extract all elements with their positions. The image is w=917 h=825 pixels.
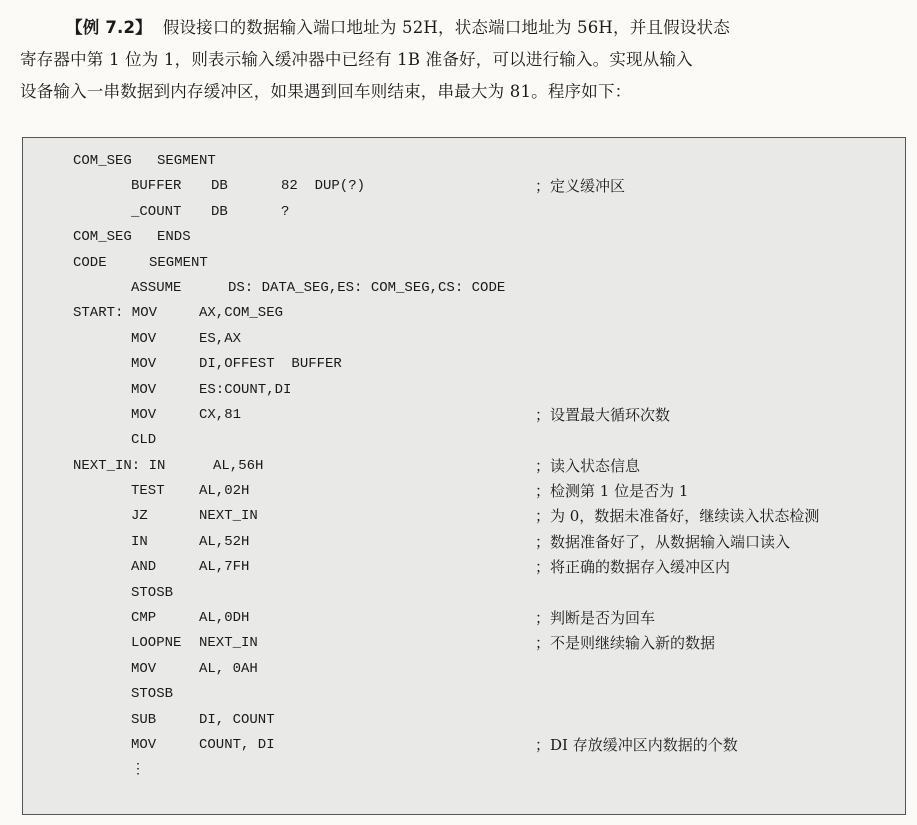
intro-line-1-text: 假设接口的数据输入端口地址为 52H，状态端口地址为 56H，并且假设状态	[162, 18, 730, 37]
code-mnemonic: STOSB	[131, 686, 174, 703]
code-line	[23, 504, 905, 529]
code-operand: DB	[211, 203, 228, 220]
intro-line-2: 寄存器中第 1 位为 1，则表示输入缓冲器中已经有 1B 准备好，可以进行输入。实现从输入	[20, 50, 693, 69]
code-label: COM_SEG	[73, 229, 132, 246]
code-operand: AX,COM_SEG	[199, 305, 284, 322]
code-line	[23, 657, 905, 682]
example-label: 【例 7.2】	[66, 18, 152, 37]
code-line	[23, 708, 905, 733]
code-label: START: MOV	[73, 305, 158, 322]
code-operand: NEXT_IN	[199, 635, 258, 652]
code-line	[23, 327, 905, 352]
code-line	[23, 301, 905, 326]
code-comment: ；读入状态信息	[535, 456, 641, 475]
code-mnemonic: STOSB	[131, 584, 174, 601]
code-line	[23, 403, 905, 428]
code-operand: AL, 0AH	[199, 660, 258, 677]
code-line	[23, 682, 905, 707]
code-comment: ；DI 存放缓冲区内数据的个数	[535, 735, 738, 754]
code-mnemonic: MOV	[131, 736, 157, 753]
code-line	[23, 378, 905, 403]
code-operand: ES:COUNT,DI	[199, 381, 292, 398]
code-operand: DB	[211, 178, 228, 195]
code-line	[23, 479, 905, 504]
code-operand: AL,0DH	[199, 610, 250, 627]
code-mnemonic: CMP	[131, 610, 157, 627]
code-operand: NEXT_IN	[199, 508, 258, 525]
code-line	[23, 149, 905, 174]
code-label: COM_SEG	[73, 153, 132, 169]
code-comment: ；将正确的数据存入缓冲区内	[535, 558, 731, 577]
code-mnemonic: BUFFER	[131, 178, 182, 195]
code-mnemonic: ⋮	[131, 762, 145, 779]
code-line	[23, 758, 905, 783]
code-line	[23, 276, 905, 301]
code-mnemonic: MOV	[131, 356, 157, 373]
code-mnemonic: _COUNT	[131, 203, 182, 220]
code-operand: AL,56H	[213, 457, 264, 474]
intro-line-1	[20, 12, 905, 44]
code-operand: CX,81	[199, 406, 242, 423]
code-listing-box	[22, 137, 906, 815]
code-operand: AL,02H	[199, 483, 250, 500]
code-comment: ；不是则继续输入新的数据	[535, 634, 716, 653]
code-mnemonic: ASSUME	[131, 279, 182, 296]
code-operand: AL,52H	[199, 533, 250, 550]
code-mnemonic: CLD	[131, 432, 157, 449]
code-operand: AL,7FH	[199, 559, 250, 576]
code-line	[23, 454, 905, 479]
code-mnemonic: MOV	[131, 660, 157, 677]
code-line	[23, 225, 905, 250]
code-mnemonic: MOV	[131, 330, 157, 347]
code-operand-value: 82 DUP(?)	[281, 178, 366, 195]
code-line	[23, 733, 905, 758]
code-directive: ENDS	[157, 229, 191, 246]
code-operand-value: ?	[281, 203, 290, 220]
code-comment: ；设置最大循环次数	[535, 405, 671, 424]
code-line	[23, 581, 905, 606]
code-mnemonic: AND	[131, 559, 157, 576]
code-operand: DS: DATA_SEG,ES: COM_SEG,CS: CODE	[228, 279, 506, 296]
code-mnemonic: MOV	[131, 381, 157, 398]
code-label: NEXT_IN: IN	[73, 457, 166, 474]
code-operand: DI,OFFEST BUFFER	[199, 356, 342, 373]
code-mnemonic: IN	[131, 533, 148, 550]
code-line	[23, 555, 905, 580]
code-operand: DI, COUNT	[199, 711, 275, 728]
code-mnemonic: JZ	[131, 508, 148, 525]
code-mnemonic: TEST	[131, 483, 165, 500]
code-line	[23, 530, 905, 555]
code-comment: ；为 0，数据未准备好，继续读入状态检测	[535, 507, 820, 526]
code-comment: ；定义缓冲区	[535, 177, 626, 196]
code-mnemonic: SUB	[131, 711, 157, 728]
code-line	[23, 631, 905, 656]
code-label: CODE	[73, 254, 107, 271]
code-comment: ；判断是否为回车	[535, 609, 656, 628]
code-comment: ；检测第 1 位是否为 1	[535, 482, 689, 501]
code-mnemonic: LOOPNE	[131, 635, 182, 652]
code-operand: COUNT, DI	[199, 736, 275, 753]
code-directive: SEGMENT	[157, 153, 216, 169]
code-line	[23, 200, 905, 225]
code-line	[23, 428, 905, 453]
code-directive: SEGMENT	[149, 254, 208, 271]
code-line	[23, 606, 905, 631]
code-mnemonic: MOV	[131, 406, 157, 423]
code-line	[23, 251, 905, 276]
code-comment: ；数据准备好了，从数据输入端口读入	[535, 532, 791, 551]
code-line	[23, 352, 905, 377]
intro-line-3: 设备输入一串数据到内存缓冲区，如果遇到回车则结束，串最大为 81。程序如下：	[20, 82, 632, 101]
code-operand: ES,AX	[199, 330, 242, 347]
intro-paragraph	[20, 12, 905, 108]
code-line	[23, 174, 905, 199]
code-listing	[23, 149, 905, 784]
